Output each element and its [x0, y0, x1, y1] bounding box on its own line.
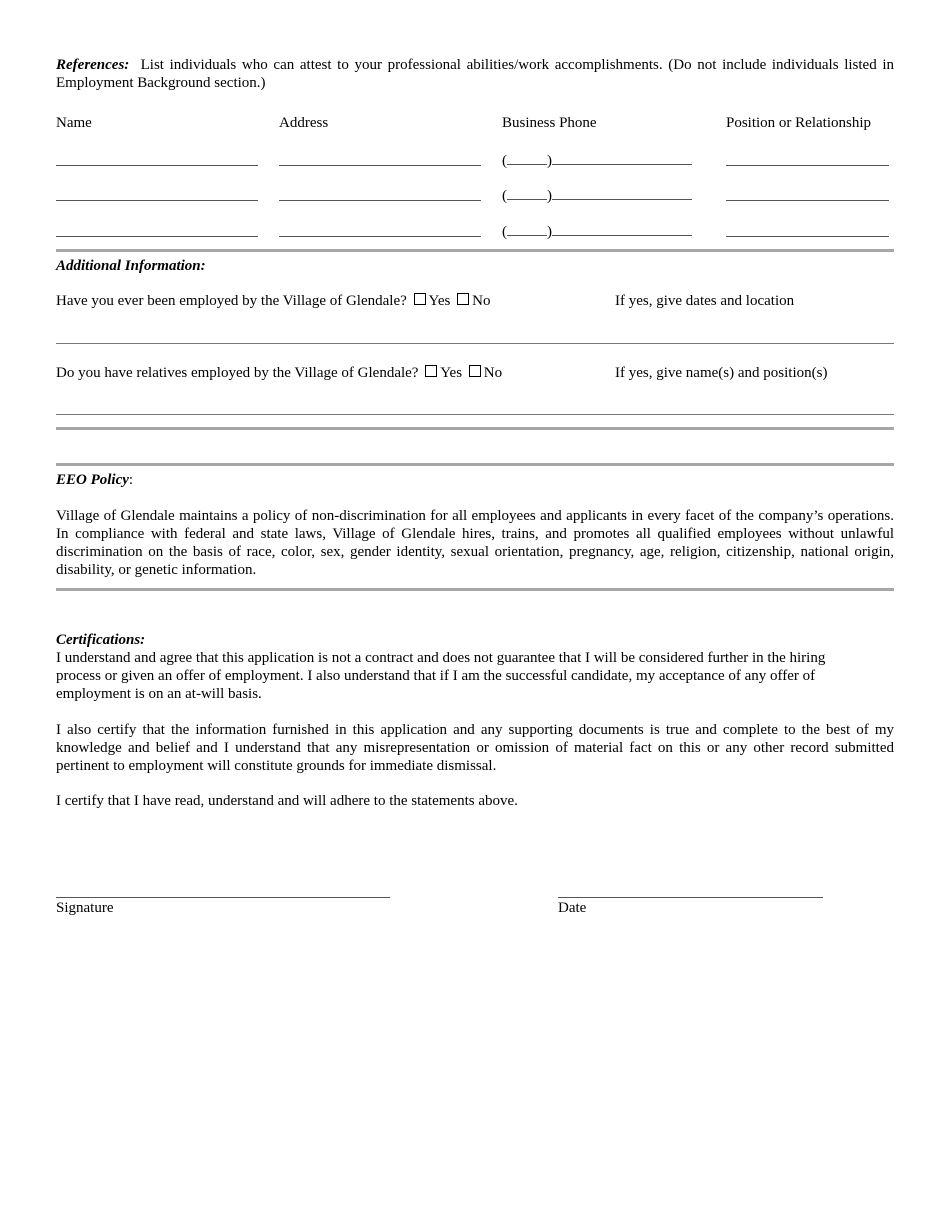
- yes-label: Yes: [428, 293, 451, 309]
- reference-phone-field[interactable]: [502, 221, 692, 241]
- column-header-name: Name: [56, 115, 92, 131]
- phone-close-paren: ): [547, 224, 552, 240]
- signature-label: Signature: [56, 900, 114, 916]
- relatives-yes-checkbox[interactable]: [425, 365, 437, 377]
- section-divider: [56, 249, 894, 252]
- column-header-business-phone: Business Phone: [502, 115, 597, 131]
- employed-details-field[interactable]: [56, 343, 894, 344]
- date-field[interactable]: [558, 897, 823, 898]
- relatives-question-text: Do you have relatives employed by the Village of Glendale?: [56, 365, 419, 381]
- phone-open-paren: (: [502, 188, 507, 204]
- reference-name-field[interactable]: [56, 165, 258, 166]
- reference-address-field[interactable]: [279, 165, 481, 166]
- phone-close-paren: ): [547, 188, 552, 204]
- section-divider: [56, 588, 894, 591]
- relatives-question: [56, 364, 502, 382]
- phone-number-blank[interactable]: [552, 185, 692, 200]
- no-label: No: [483, 365, 503, 381]
- eeo-heading: [56, 471, 133, 489]
- reference-name-field[interactable]: [56, 200, 258, 201]
- certifications-paragraph-2: I also certify that the information furnished in this application and any supporting documents is true and complete to the best of my knowledge and belief and I understand that any misrepresentation or omission of material fact on this or any other record submitted pertinent to employment will constitute grounds for immediate dismissal.: [56, 722, 894, 774]
- column-header-address: Address: [279, 115, 329, 131]
- employed-yes-checkbox[interactable]: [414, 293, 426, 305]
- eeo-heading-colon: :: [128, 472, 134, 488]
- area-code-blank[interactable]: [507, 221, 547, 236]
- phone-number-blank[interactable]: [552, 221, 692, 236]
- relatives-followup-label: If yes, give name(s) and position(s): [615, 365, 828, 381]
- column-header-position: Position or Relationship: [726, 115, 872, 131]
- references-intro-text: List individuals who can attest to your professional abilities/work accomplishments. (Do not include individuals listed in Employment Background section.): [56, 57, 895, 91]
- no-label: No: [472, 293, 491, 309]
- phone-open-paren: (: [502, 224, 507, 240]
- phone-close-paren: ): [547, 153, 552, 169]
- phone-open-paren: (: [502, 153, 507, 169]
- reference-address-field[interactable]: [279, 200, 481, 201]
- employed-question-text: Have you ever been employed by the Village of Glendale?: [56, 293, 407, 309]
- phone-number-blank[interactable]: [552, 150, 692, 165]
- certifications-paragraph-1: I understand and agree that this application is not a contract and does not guarantee that I will be considered further in the hiring process or given an offer of employment. I also understand that if I am the successful candidate, my acceptance of any offer of employment is on an at-will basis.: [56, 650, 826, 702]
- section-divider: [56, 463, 894, 466]
- reference-position-field[interactable]: [726, 236, 889, 237]
- area-code-blank[interactable]: [507, 185, 547, 200]
- reference-position-field[interactable]: [726, 165, 889, 166]
- employed-question: [56, 292, 490, 310]
- eeo-policy-text: Village of Glendale maintains a policy of non-discrimination for all employees and applicants in every facet of the company’s operations. In compliance with federal and state laws, Village of Glendale hires, trains, and promotes all qualified employees without unlawful discrimination on the basis of race, color, sex, gender identity, sexual orientation, pregnancy, age, religion, citizenship, national origin, disability, or genetic information.: [56, 508, 894, 578]
- reference-name-field[interactable]: [56, 236, 258, 237]
- reference-position-field[interactable]: [726, 200, 889, 201]
- area-code-blank[interactable]: [507, 150, 547, 165]
- employed-followup-label: If yes, give dates and location: [615, 293, 795, 309]
- employed-no-checkbox[interactable]: [457, 293, 469, 305]
- certifications-paragraph-3: I certify that I have read, understand and will adhere to the statements above.: [56, 793, 518, 809]
- date-label: Date: [558, 900, 587, 916]
- relatives-no-checkbox[interactable]: [469, 365, 481, 377]
- reference-phone-field[interactable]: [502, 185, 692, 205]
- certifications-heading: Certifications:: [56, 632, 146, 648]
- references-intro: [56, 56, 894, 92]
- section-divider: [56, 427, 894, 430]
- eeo-heading-text: EEO Policy: [56, 472, 129, 488]
- yes-label: Yes: [440, 365, 463, 381]
- reference-address-field[interactable]: [279, 236, 481, 237]
- reference-phone-field[interactable]: [502, 150, 692, 170]
- signature-field[interactable]: [56, 897, 390, 898]
- references-heading: References:: [56, 57, 130, 73]
- relatives-details-field[interactable]: [56, 414, 894, 415]
- additional-info-heading: Additional Information:: [56, 258, 206, 274]
